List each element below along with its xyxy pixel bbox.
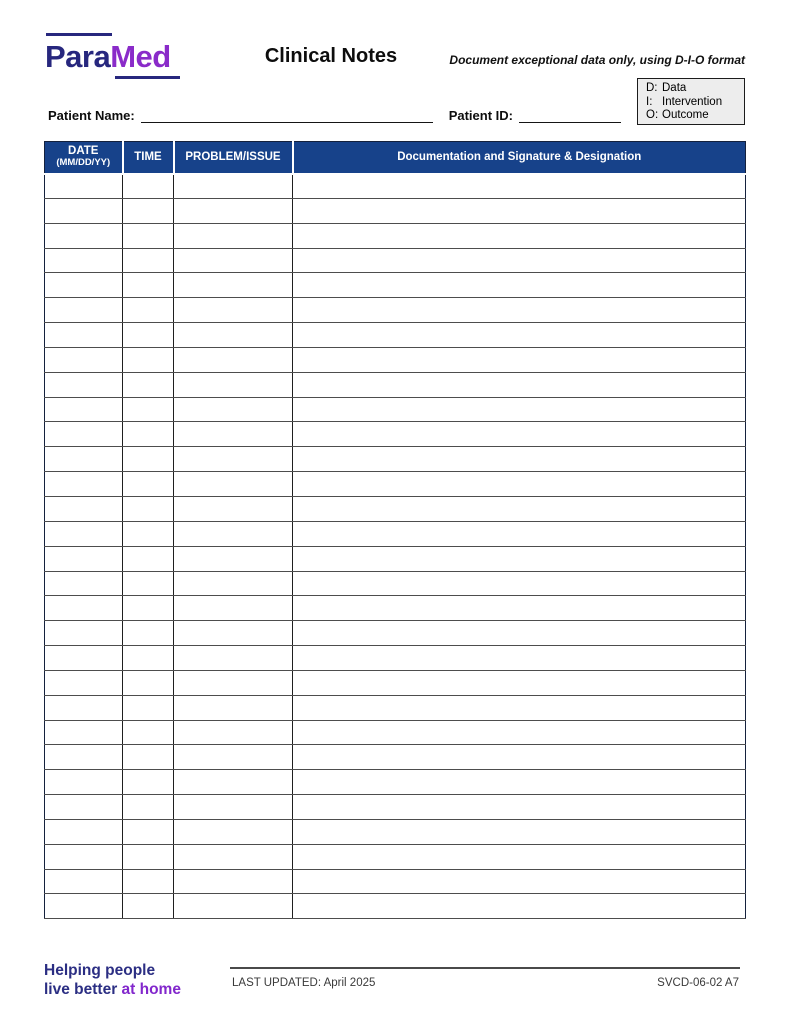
table-cell[interactable] [45,844,123,869]
table-cell[interactable] [123,223,174,248]
notes-table-body [45,174,746,919]
clinical-notes-table [44,141,746,919]
table-cell[interactable] [293,248,746,273]
patient-id-field[interactable] [519,107,621,123]
table-cell[interactable] [45,795,123,820]
table-cell[interactable] [293,422,746,447]
table-cell[interactable] [174,695,293,720]
table-cell[interactable] [174,670,293,695]
table-row [45,298,746,323]
legend-item-data [646,82,744,96]
table-cell[interactable] [174,496,293,521]
table-row [45,323,746,348]
table-row [45,496,746,521]
table-cell[interactable] [174,795,293,820]
table-cell[interactable] [293,745,746,770]
table-cell[interactable] [174,372,293,397]
table-cell[interactable] [45,819,123,844]
table-cell[interactable] [293,174,746,199]
table-cell[interactable] [293,695,746,720]
table-cell[interactable] [45,670,123,695]
table-cell[interactable] [174,447,293,472]
table-row [45,223,746,248]
table-cell[interactable] [123,298,174,323]
table-cell[interactable] [45,248,123,273]
table-row [45,745,746,770]
table-cell[interactable] [293,670,746,695]
table-cell[interactable] [174,298,293,323]
table-cell[interactable] [174,273,293,298]
table-cell[interactable] [123,472,174,497]
table-cell[interactable] [174,323,293,348]
document-code: SVCD-06-02 A7 [657,977,739,989]
table-cell[interactable] [45,869,123,894]
table-cell[interactable] [174,869,293,894]
table-cell[interactable] [123,422,174,447]
table-cell[interactable] [45,546,123,571]
table-cell[interactable] [174,621,293,646]
patient-name-label: Patient Name: [48,108,135,123]
table-row [45,869,746,894]
table-row [45,521,746,546]
table-row [45,695,746,720]
table-cell[interactable] [293,720,746,745]
table-cell[interactable] [123,819,174,844]
table-cell[interactable] [123,795,174,820]
table-cell[interactable] [45,571,123,596]
table-cell[interactable] [123,372,174,397]
dio-format-note: Document exceptional data only, using D-I-O format [449,53,745,67]
table-row [45,819,746,844]
table-cell[interactable] [45,521,123,546]
table-row [45,397,746,422]
table-cell[interactable] [45,174,123,199]
table-cell[interactable] [123,646,174,671]
table-cell[interactable] [45,745,123,770]
table-cell[interactable] [293,223,746,248]
table-cell[interactable] [123,347,174,372]
table-cell[interactable] [293,596,746,621]
logo-under-bar [115,76,180,79]
table-cell[interactable] [45,397,123,422]
table-row [45,174,746,199]
table-row [45,596,746,621]
table-row [45,447,746,472]
table-row [45,770,746,795]
table-cell[interactable] [123,174,174,199]
table-cell[interactable] [45,347,123,372]
table-cell[interactable] [293,770,746,795]
logo-text-med: Med [110,39,171,74]
table-cell[interactable] [174,174,293,199]
column-header-problem: PROBLEM/ISSUE [174,142,293,174]
table-cell[interactable] [123,521,174,546]
table-cell[interactable] [123,248,174,273]
tagline-line2-purple: at home [121,981,181,998]
table-cell[interactable] [174,894,293,919]
table-cell[interactable] [123,447,174,472]
table-row [45,422,746,447]
table-row [45,720,746,745]
column-header-date-label: DATE [68,144,99,157]
legend-label: Intervention [662,95,723,108]
table-cell[interactable] [45,422,123,447]
table-cell[interactable] [45,372,123,397]
table-cell[interactable] [174,422,293,447]
legend-label: Data [662,82,687,94]
table-cell[interactable] [174,819,293,844]
table-row [45,844,746,869]
table-cell[interactable] [293,372,746,397]
table-cell[interactable] [293,298,746,323]
table-cell[interactable] [293,447,746,472]
table-cell[interactable] [123,323,174,348]
table-cell[interactable] [174,472,293,497]
table-cell[interactable] [45,273,123,298]
table-cell[interactable] [293,273,746,298]
table-cell[interactable] [45,894,123,919]
table-cell[interactable] [45,198,123,223]
table-cell[interactable] [45,621,123,646]
table-cell[interactable] [293,546,746,571]
patient-name-field[interactable] [141,107,433,123]
legend-key: D: [646,82,658,94]
tagline-line2-navy: live better [44,981,122,998]
table-cell[interactable] [293,323,746,348]
table-cell[interactable] [174,571,293,596]
table-row [45,894,746,919]
table-cell[interactable] [45,720,123,745]
logo-top-bar [46,33,112,36]
table-cell[interactable] [45,298,123,323]
logo-text [45,39,180,75]
table-cell[interactable] [123,745,174,770]
tagline-line1: Helping people [44,962,156,979]
table-cell[interactable] [293,521,746,546]
header-row [45,142,746,174]
footer-tagline [44,961,181,999]
table-cell[interactable] [293,347,746,372]
table-cell[interactable] [174,223,293,248]
table-row [45,646,746,671]
table-cell[interactable] [123,869,174,894]
table-row [45,273,746,298]
column-header-date [45,142,123,174]
table-cell[interactable] [174,745,293,770]
table-cell[interactable] [123,273,174,298]
paramed-logo [45,33,180,79]
table-cell[interactable] [123,770,174,795]
table-cell[interactable] [293,571,746,596]
table-cell[interactable] [293,472,746,497]
table-row [45,546,746,571]
notes-table-header [45,142,746,174]
table-cell[interactable] [123,496,174,521]
table-row [45,795,746,820]
table-cell[interactable] [174,546,293,571]
table-cell[interactable] [174,397,293,422]
table-cell[interactable] [45,447,123,472]
table-row [45,621,746,646]
table-cell[interactable] [45,223,123,248]
table-row [45,372,746,397]
table-row [45,472,746,497]
table-cell[interactable] [293,795,746,820]
legend-key: I: [646,95,653,108]
table-cell[interactable] [174,248,293,273]
footer-divider-line [230,967,740,969]
table-cell[interactable] [123,596,174,621]
table-cell[interactable] [293,844,746,869]
table-cell[interactable] [293,621,746,646]
table-cell[interactable] [123,397,174,422]
patient-info-row [48,107,748,123]
table-cell[interactable] [123,571,174,596]
table-cell[interactable] [293,894,746,919]
last-updated-text: LAST UPDATED: April 2025 [232,977,376,989]
table-row [45,347,746,372]
logo-text-para: Para [45,39,111,74]
table-row [45,248,746,273]
table-cell[interactable] [174,844,293,869]
table-cell[interactable] [174,720,293,745]
column-header-documentation: Documentation and Signature & Designation [293,142,746,174]
table-cell[interactable] [45,472,123,497]
table-cell[interactable] [45,646,123,671]
table-cell[interactable] [45,496,123,521]
table-cell[interactable] [293,646,746,671]
table-cell[interactable] [293,397,746,422]
table-cell[interactable] [45,323,123,348]
table-cell[interactable] [123,894,174,919]
table-cell[interactable] [123,546,174,571]
table-cell[interactable] [174,596,293,621]
table-cell[interactable] [174,521,293,546]
table-cell[interactable] [123,695,174,720]
table-cell[interactable] [123,720,174,745]
table-cell[interactable] [293,496,746,521]
table-cell[interactable] [174,347,293,372]
patient-id-label: Patient ID: [448,108,513,123]
table-row [45,571,746,596]
table-cell[interactable] [45,695,123,720]
legend-label: Outcome [662,109,709,122]
table-cell[interactable] [123,670,174,695]
page-title: Clinical Notes [264,45,398,67]
table-cell[interactable] [174,198,293,223]
table-row [45,198,746,223]
table-cell[interactable] [293,198,746,223]
table-cell[interactable] [293,869,746,894]
table-cell[interactable] [174,770,293,795]
table-cell[interactable] [293,819,746,844]
table-cell[interactable] [123,198,174,223]
table-cell[interactable] [123,844,174,869]
column-header-time: TIME [123,142,174,174]
table-cell[interactable] [45,770,123,795]
column-header-date-sublabel: (MM/DD/YY) [56,157,111,169]
table-cell[interactable] [174,646,293,671]
legend-key: O: [646,109,659,122]
table-cell[interactable] [45,596,123,621]
table-cell[interactable] [123,621,174,646]
table-row [45,670,746,695]
